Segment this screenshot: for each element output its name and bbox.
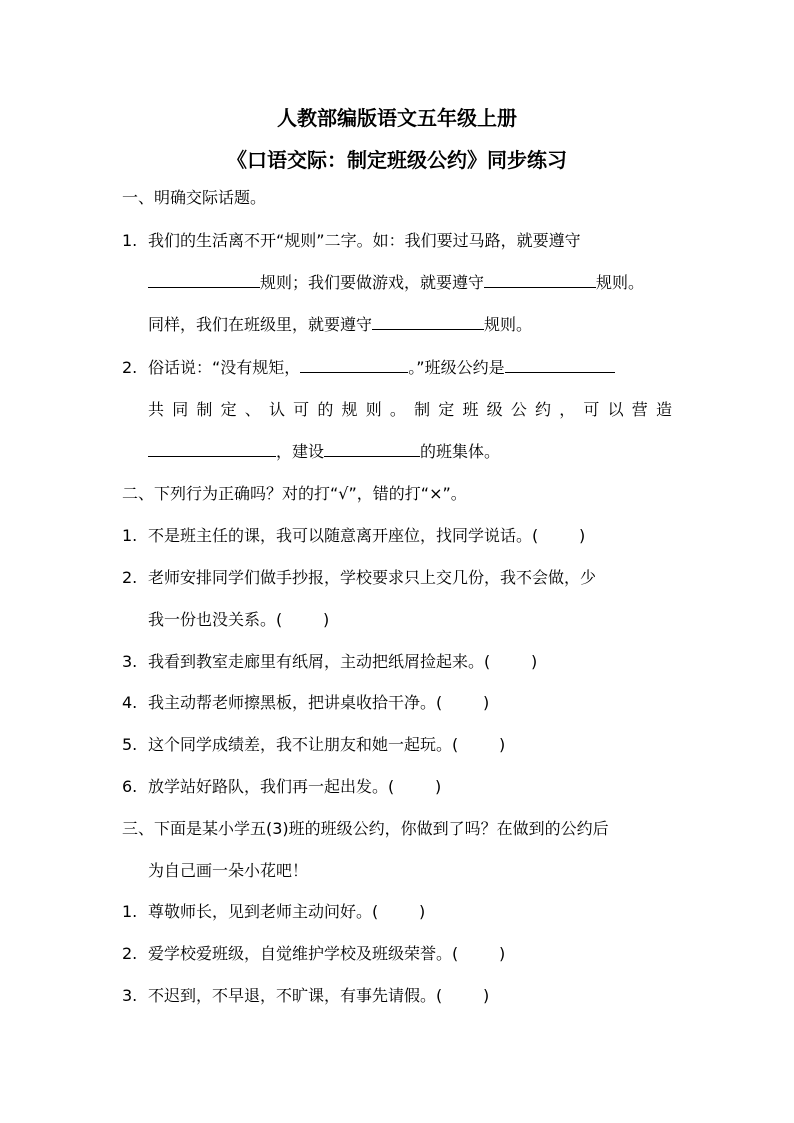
question-text-char: 制 [196,400,213,419]
question-text: 我看到教室走廊里有纸屑，主动把纸屑捡起来。 [148,652,485,671]
answer-blank[interactable] [372,314,484,330]
question-text: 尊敬师长，见到老师主动问好。 [148,902,373,921]
answer-blank[interactable] [148,272,260,288]
answer-parentheses[interactable]: ( ) [452,735,506,754]
answer-parentheses[interactable]: ( ) [388,777,442,796]
section-1-heading: 一、明确交际话题。 [122,188,267,207]
answer-parentheses[interactable]: ( ) [436,986,490,1005]
question-1-2-line-2 [148,398,672,422]
answer-parentheses[interactable]: ( ) [484,652,538,671]
question-text-char: ， [559,400,576,419]
question-text: 不是班主任的课，我可以随意离开座位，找同学说话。 [148,526,533,545]
question-text-char: 定 [220,400,237,419]
question-1-2-line-1 [122,356,615,380]
question-2-2-line-1 [122,566,596,590]
question-text: 爱学校爱班级，自觉维护学校及班级荣誉。 [148,944,453,963]
question-text: ，建设 [276,442,325,461]
question-2-4 [122,691,489,715]
question-number: 2. [122,944,138,963]
question-text-char: 认 [268,400,285,419]
question-number: 2. [122,358,138,377]
section-3-heading-cont: 为自己画一朵小花吧！ [148,861,309,880]
question-1-1-line-2 [148,271,644,295]
question-text-char: 级 [486,400,503,419]
question-text-char: 造 [655,400,672,419]
question-number: 3. [122,986,138,1005]
question-text-char: 定 [438,400,455,419]
answer-blank[interactable] [484,272,596,288]
question-text: 俗话说：“没有规矩， [148,358,301,377]
question-text: 的班集体。 [420,442,501,461]
question-text: 放学站好路队，我们再一起出发。 [148,777,389,796]
question-text: 老师安排同学们做手抄报，学校要求只上交几份，我不会做，少 [148,568,597,587]
question-text-char: 共 [148,400,165,419]
question-number: 4. [122,693,138,712]
question-2-2-line-2 [148,608,329,632]
question-number: 2. [122,568,138,587]
question-number: 5. [122,735,138,754]
question-2-5 [122,733,505,757]
question-text: 同样，我们在班级里，就要遵守 [148,315,373,334]
question-2-3 [122,650,537,674]
question-text-char: 以 [607,400,624,419]
question-text: 这个同学成绩差，我不让朋友和她一起玩。 [148,735,453,754]
title-line-1: 人教部编版语文五年级上册 [277,106,517,130]
answer-parentheses[interactable]: ( ) [436,693,490,712]
question-number: 1. [122,902,138,921]
question-2-1 [122,524,585,548]
question-text-char: 班 [462,400,479,419]
answer-blank[interactable] [324,441,420,457]
question-text-char: 的 [317,400,334,419]
question-text: 我主动帮老师擦黑板，把讲桌收拾干净。 [148,693,437,712]
question-text: 规则。 [596,273,645,292]
question-text-char: 可 [583,400,600,419]
question-text-char: 公 [510,400,527,419]
question-text-char: 可 [293,400,310,419]
question-text-char: 。 [389,400,406,419]
answer-blank[interactable] [300,357,408,373]
section-2-heading: 二、下列行为正确吗？对的打“√”，错的打“×”。 [122,484,467,503]
answer-parentheses[interactable]: ( ) [532,526,586,545]
answer-blank[interactable] [505,357,615,373]
question-text-char: 规 [341,400,358,419]
question-text-char: 制 [414,400,431,419]
question-3-3 [122,984,489,1008]
section-3-heading: 三、下面是某小学五(3)班的班级公约，你做到了吗？在做到的公约后 [122,819,609,838]
question-number: 3. [122,652,138,671]
answer-parentheses[interactable]: ( ) [452,944,506,963]
answer-parentheses[interactable]: ( ) [372,902,426,921]
question-text: 。”班级公约是 [408,358,505,377]
title-line-2: 《口语交际：制定班级公约》同步练习 [227,148,567,172]
question-1-1-line-3 [148,313,532,337]
question-text: 不迟到，不早退，不旷课，有事先请假。 [148,986,437,1005]
question-text-char: 、 [244,400,261,419]
question-text: 我们的生活离不开“规则”二字。如：我们要过马路，就要遵守 [148,231,581,250]
question-text-char: 约 [535,400,552,419]
question-1-2-line-3 [148,440,500,464]
answer-parentheses[interactable]: ( ) [276,610,330,629]
question-1-1-line-1 [122,229,581,253]
answer-blank[interactable] [148,441,276,457]
question-2-6 [122,775,441,799]
question-3-2 [122,942,505,966]
question-number: 6. [122,777,138,796]
question-text-char: 营 [631,400,648,419]
question-number: 1. [122,526,138,545]
question-text: 我一份也没关系。 [148,610,277,629]
question-text: 规则。 [484,315,533,334]
question-3-1 [122,900,425,924]
question-number: 1. [122,231,138,250]
question-text-char: 同 [172,400,189,419]
question-text: 规则；我们要做游戏，就要遵守 [260,273,485,292]
question-text-char: 则 [365,400,382,419]
